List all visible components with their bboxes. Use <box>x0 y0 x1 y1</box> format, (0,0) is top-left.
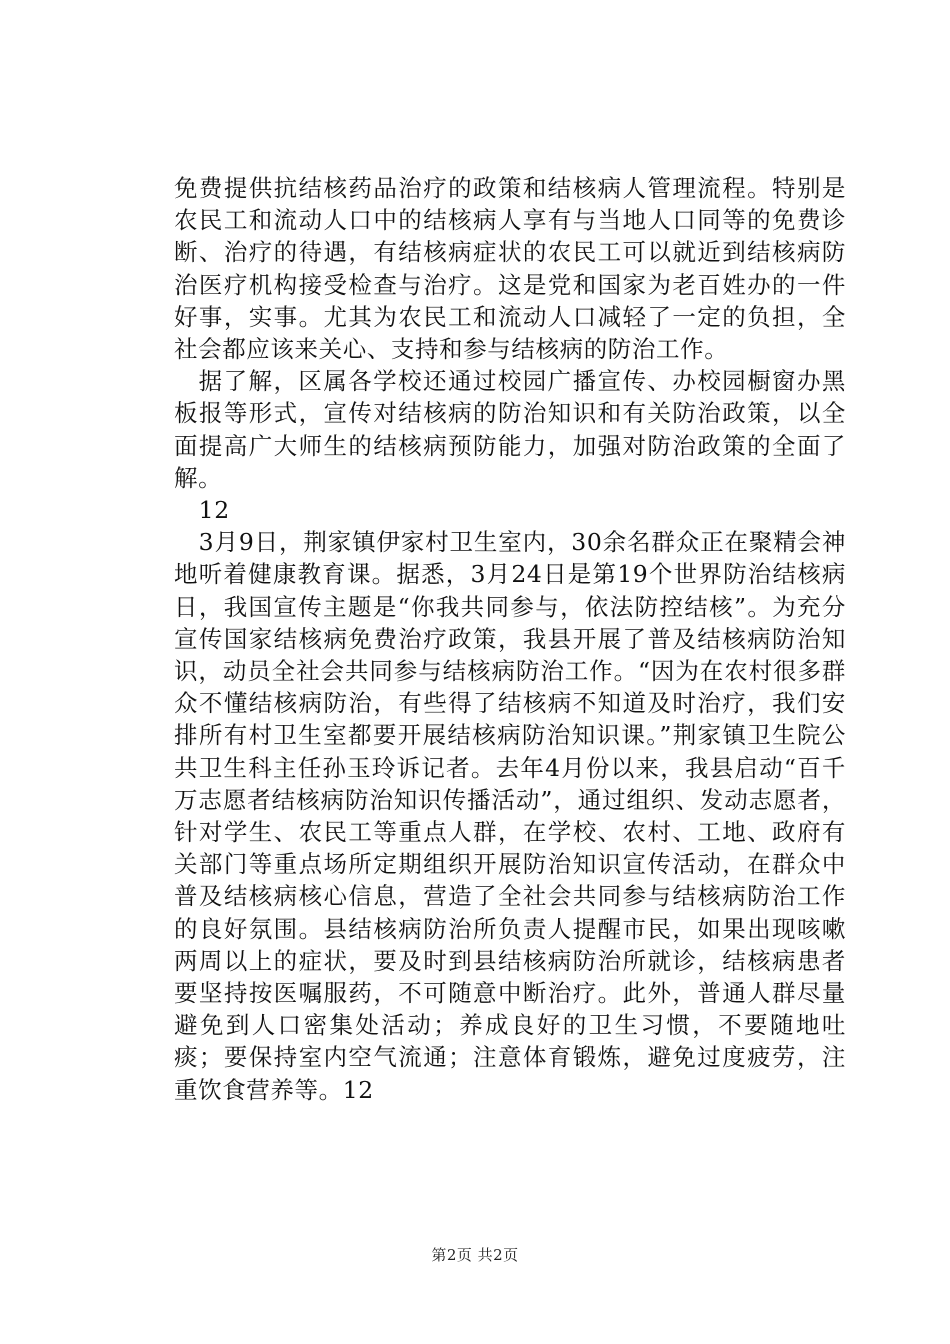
paragraph-1: 免费提供抗结核药品治疗的政策和结核病人管理流程。特别是农民工和流动人口中的结核病人享有与当地人口同等的免费诊断、治疗的待遇，有结核病症状的农民工可以就近到结核病防治医疗机构接受检查与治疗。这是党和国家为老百姓办的一件好事，实事。尤其为农民工和流动人口减轻了一定的负担，全社会都应该来关心、支持和参与结核病的防治工作。 <box>174 174 846 364</box>
paragraph-2: 据了解，区属各学校还通过校园广播宣传、办校园橱窗办黑板报等形式，宣传对结核病的防治知识和有关防治政策，以全面提高广大师生的结核病预防能力，加强对防治政策的全面了解。 <box>174 367 846 492</box>
document-body <box>174 172 846 1106</box>
page-footer: 第2页 共2页 <box>431 1246 519 1264</box>
paragraph-3: 3月9日，荆家镇伊家村卫生室内，30余名群众正在聚精会神地听着健康教育课。据悉，3月24日是第19个世界防治结核病日，我国宣传主题是“你我共同参与，依法防控结核”。为充分宣传国家结核病免费治疗政策，我县开展了普及结核病防治知识，动员全社会共同参与结核病防治工作。“因为在农村很多群众不懂结核病防治，有些得了结核病不知道及时治疗，我们安排所有村卫生室都要开展结核病防治知识课。”荆家镇卫生院公共卫生科主任孙玉玲诉记者。去年4月份以来，我县启动“百千万志愿者结核病防治知识传播活动”，通过组织、发动志愿者，针对学生、农民工等重点人群，在学校、农村、工地、政府有关部门等重点场所定期组织开展防治知识宣传活动，在群众中普及结核病核心信息，营造了全社会共同参与结核病防治工作的良好氛围。县结核病防治所负责人提醒市民，如果出现咳嗽两周以上的症状，要及时到县结核病防治所就诊，结核病患者要坚持按医嘱服药，不可随意中断治疗。此外，普通人群尽量避免到人口密集处活动；养成良好的卫生习惯，不要随地吐痰；要保持室内空气流通；注意体育锻炼，避免过度疲劳，注重饮食营养等。12 <box>174 528 846 1104</box>
section-marker: 12 <box>198 496 230 525</box>
